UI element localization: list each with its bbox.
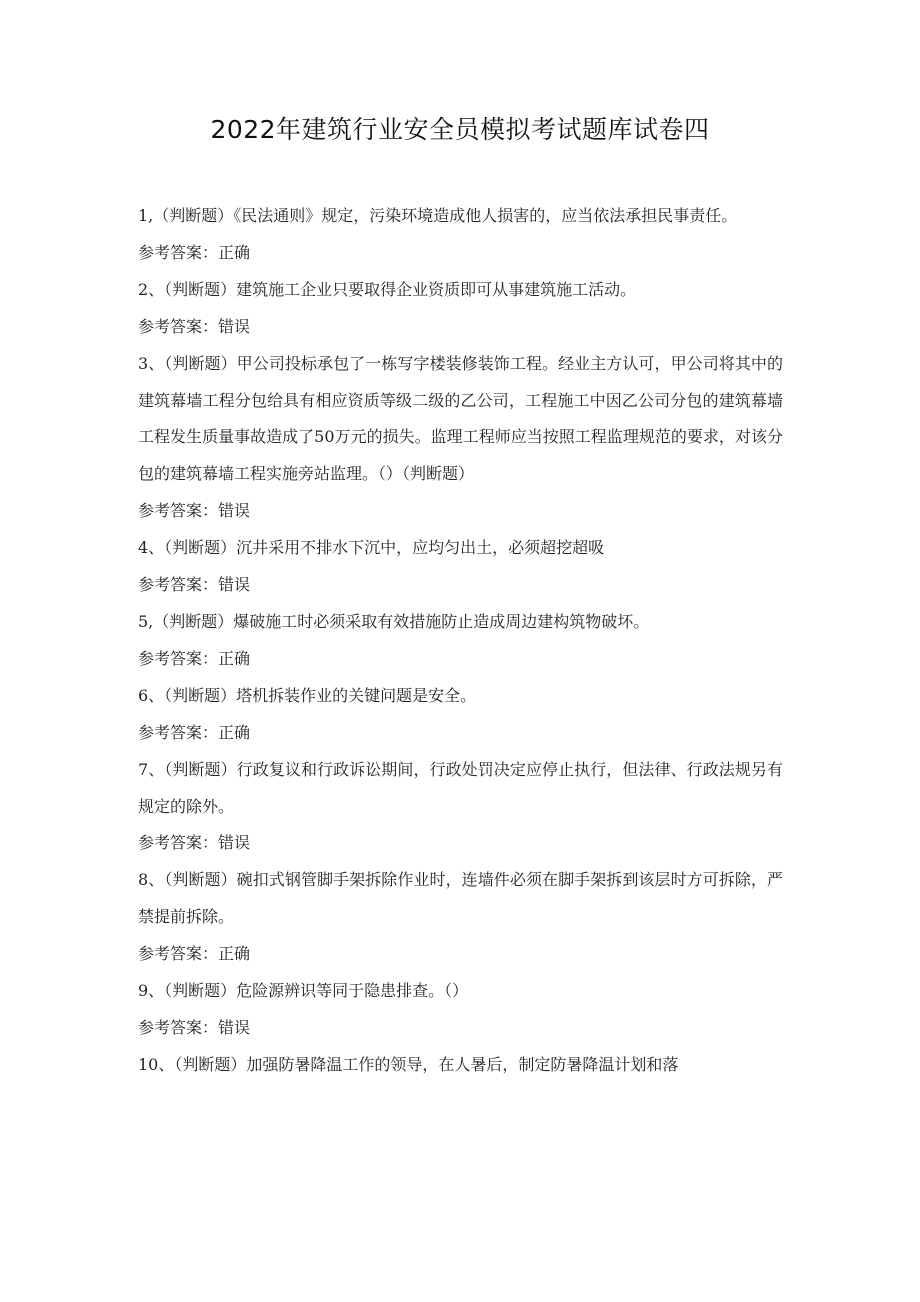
question-list: [138, 198, 783, 1084]
question-8-answer: 参考答案：正确: [138, 944, 251, 964]
question-2-answer: 参考答案：错误: [138, 316, 251, 336]
question-5-text: 5,（判断题）爆破施工时必须采取有效措施防止造成周边建构筑物破坏。: [138, 611, 650, 631]
question-3-answer: 参考答案：错误: [138, 501, 251, 521]
question-4-answer: 参考答案：错误: [138, 575, 251, 595]
question-9-answer: 参考答案：错误: [138, 1017, 251, 1037]
question-8-text: 8、（判断题）碗扣式钢管脚手架拆除作业时，连墙件必须在脚手架拆到该层时方可拆除，严禁提前拆除。: [138, 870, 783, 927]
question-6-answer: 参考答案：正确: [138, 722, 251, 742]
question-10-text: 10、（判断题）加强防暑降温工作的领导，在人暑后，制定防暑降温计划和落: [138, 1054, 679, 1074]
question-4-text: 4、（判断题）沉井采用不排水下沉中，应均匀出土，必须超挖超吸: [138, 538, 605, 558]
question-6-text: 6、（判断题）塔机拆装作业的关键问题是安全。: [138, 685, 477, 705]
question-2-text: 2、（判断题）建筑施工企业只要取得企业资质即可从事建筑施工活动。: [138, 279, 637, 299]
question-1-answer: 参考答案：正确: [138, 242, 251, 262]
question-7-text: 7、（判断题）行政复议和行政诉讼期间，行政处罚决定应停止执行，但法律、行政法规另有规定的除外。: [138, 759, 783, 816]
document-title: 2022年建筑行业安全员模拟考试题库试卷四: [210, 115, 710, 144]
question-1-text: 1,（判断题）《民法通则》规定，污染环境造成他人损害的，应当依法承担民事责任。: [138, 206, 738, 225]
question-9-text: 9、（判断题）危险源辨识等同于隐患排查。（）: [138, 981, 469, 1001]
question-3-text: 3、（判断题）甲公司投标承包了一栋写字楼装修装饰工程。经业主方认可，甲公司将其中的建筑幕墙工程分包给具有相应资质等级二级的乙公司，工程施工中因乙公司分包的建筑幕墙工程发生质量事故造成了50万元的损失。监理工程师应当按照工程监理规范的要求，对该分包的建筑幕墙工程实施旁站监理。（）（判断题）: [138, 353, 783, 484]
question-7-answer: 参考答案：错误: [138, 833, 251, 853]
question-5-answer: 参考答案：正确: [138, 648, 251, 668]
